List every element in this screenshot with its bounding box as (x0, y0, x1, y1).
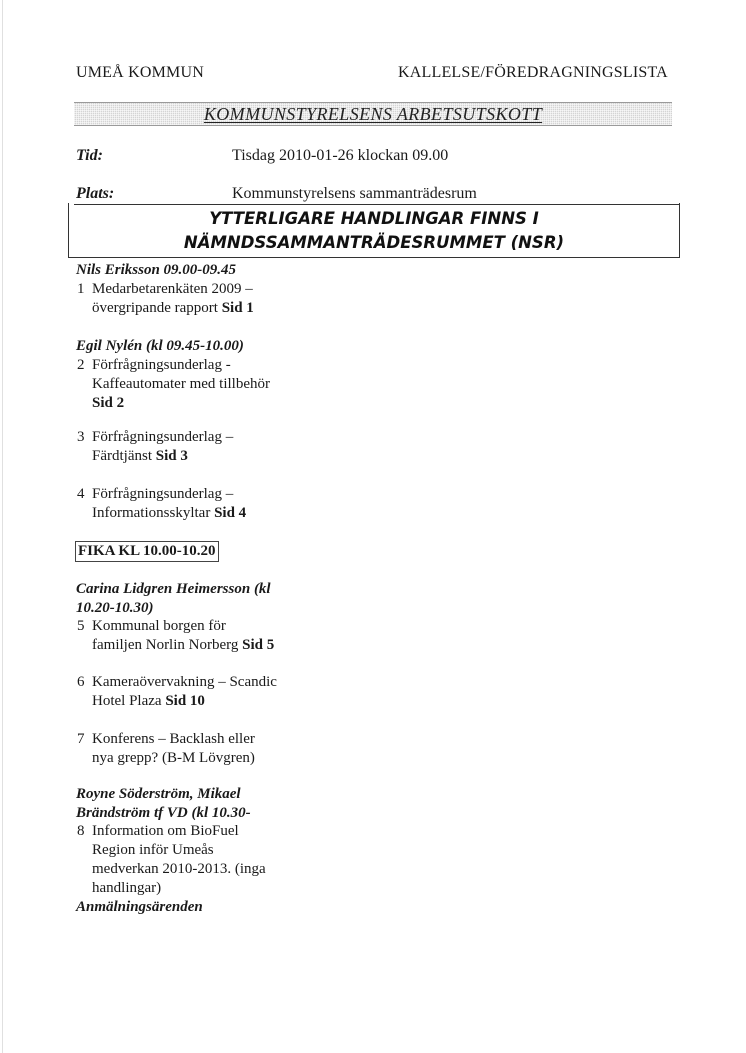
item-line: Kaffeautomater med tillbehör (92, 376, 270, 392)
page-ref: Sid 4 (214, 505, 247, 521)
item-number: 2 (77, 357, 85, 373)
item-number: 3 (77, 429, 85, 445)
agenda-item-3 (92, 428, 322, 466)
item-line: medverkan 2010-2013. (inga (92, 861, 266, 877)
page-ref: Sid 3 (155, 448, 188, 464)
notice-line-1: YTTERLIGARE HANDLINGAR FINNS I (209, 209, 539, 228)
item-line: Kommunal borgen för (92, 618, 226, 634)
speaker-line: Royne Söderström, Mikael (76, 786, 241, 802)
item-line: Förfrågningsunderlag – (92, 429, 234, 445)
item-line: Information om BioFuel (92, 823, 239, 839)
speaker-line: 10.20-10.30) (76, 600, 154, 616)
item-line: Informationsskyltar (92, 505, 211, 521)
section-heading: Anmälningsärenden (76, 899, 203, 915)
notice-box (68, 203, 680, 258)
item-number: 6 (77, 674, 85, 690)
page-ref: Sid 5 (242, 637, 275, 653)
speaker-heading: Nils Eriksson 09.00-09.45 (76, 262, 237, 278)
item-line: Konferens – Backlash eller (92, 731, 255, 747)
item-line: handlingar) (92, 880, 162, 896)
agenda-item-7 (92, 730, 322, 768)
item-number: 5 (77, 618, 85, 634)
item-line: Medarbetarenkäten 2009 – (92, 281, 253, 297)
organization-name: UMEÅ KOMMUN (76, 64, 204, 81)
item-line: Färdtjänst (92, 448, 152, 464)
item-line: Region inför Umeås (92, 842, 214, 858)
item-number: 8 (77, 823, 85, 839)
item-line: Förfrågningsunderlag – (92, 486, 234, 502)
time-value: Tisdag 2010-01-26 klockan 09.00 (232, 147, 449, 164)
page-ref: Sid 10 (165, 693, 205, 709)
page-ref: Sid 1 (221, 300, 254, 316)
coffee-break-box: FIKA KL 10.00-10.20 (75, 541, 219, 562)
page-ref: Sid 2 (92, 395, 125, 411)
item-line: familjen Norlin Norberg (92, 637, 239, 653)
speaker-heading (76, 785, 251, 823)
item-line: Hotel Plaza (92, 693, 162, 709)
document-type: KALLELSE/FÖREDRAGNINGSLISTA (398, 64, 668, 81)
place-label: Plats: (76, 185, 115, 202)
speaker-line: Brändström tf VD (kl 10.30- (76, 805, 251, 821)
place-value: Kommunstyrelsens sammanträdesrum (232, 185, 477, 202)
item-number: 1 (77, 281, 85, 297)
item-line: övergripande rapport (92, 300, 218, 316)
item-number: 7 (77, 731, 85, 747)
item-line: Kameraövervakning – Scandic (92, 674, 277, 690)
scan-edge (2, 0, 3, 1053)
speaker-heading (76, 580, 271, 618)
committee-title: KOMMUNSTYRELSENS ARBETSUTSKOTT (203, 104, 543, 124)
speaker-heading: Egil Nylén (kl 09.45-10.00) (76, 338, 244, 354)
agenda-item-2 (92, 356, 322, 413)
committee-title-bar (74, 102, 672, 126)
notice-line-2: NÄMNDSSAMMANTRÄDESRUMMET (NSR) (183, 233, 565, 252)
agenda-item-6 (92, 673, 322, 711)
agenda-item-5 (92, 617, 322, 655)
item-number: 4 (77, 486, 85, 502)
agenda-item-8 (92, 822, 322, 898)
item-line: nya grepp? (B-M Lövgren) (92, 750, 255, 766)
speaker-line: Carina Lidgren Heimersson (kl (76, 581, 271, 597)
agenda-item-4 (92, 485, 322, 523)
agenda-item-1 (92, 280, 322, 318)
item-line: Förfrågningsunderlag - (92, 357, 231, 373)
time-label: Tid: (76, 147, 103, 164)
